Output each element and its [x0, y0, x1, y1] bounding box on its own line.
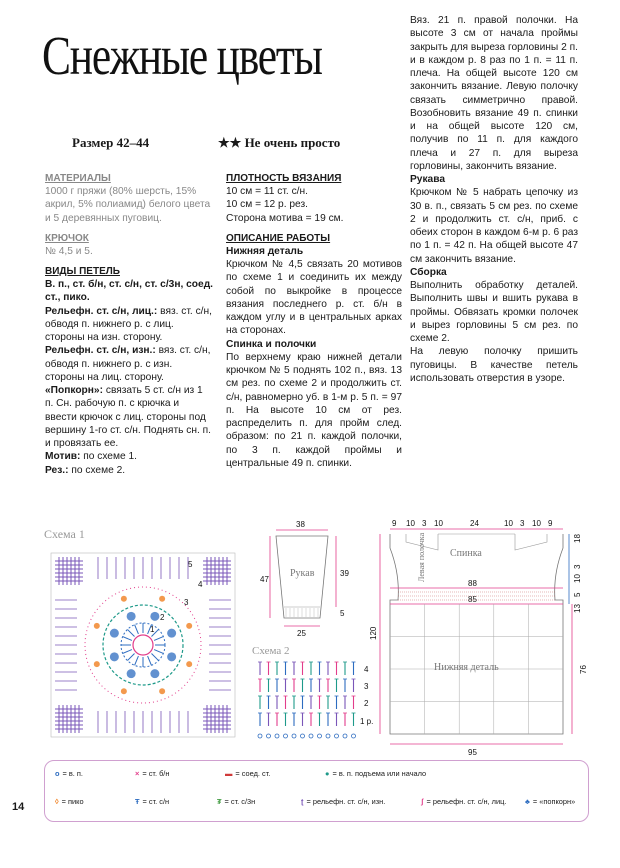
- motif-spoke: [127, 629, 134, 636]
- chain-stitch: [301, 734, 305, 738]
- top-dimension: 10: [504, 519, 513, 528]
- svg-text:25: 25: [297, 629, 306, 638]
- work-heading: ОПИСАНИЕ РАБОТЫ: [226, 232, 331, 244]
- picot-mark: [186, 623, 192, 629]
- lower-text: Крючком № 4,5 связать 20 мотивов по схеме 1 и соединить их между собой по выкройке в процессе вязания последнего р. ст. б/н в каждом углу и в центральных арках на сторонах.: [226, 259, 402, 337]
- right-dimension: 13: [573, 604, 582, 613]
- stitch-item: Рез.: по схеме 2.: [45, 464, 126, 476]
- picot-mark: [186, 661, 192, 667]
- top-dimension: 3: [422, 519, 427, 528]
- final-text: На левую полочку пришить пуговицы. В качестве петель использовать отверстия в узоре.: [410, 346, 578, 384]
- fronts-text: Вяз. 21 п. правой полочки. На высоте 3 см от начала проймы закрыть для выреза горловины 2 п. и в каждом р. 8 раз по 1 п. = 11 п. плеча. На общей высоте 120 см закончить вязание. Левую полочку связать симметрично правой. Возобновить вязание 49 п. спинки и на общей высоте 120 см, получив по 11 п. для каждого плеча и 27 п. для выреза горловины, закончить вязание.: [410, 15, 578, 172]
- scheme2-row-numbers: [360, 665, 373, 726]
- column-right: [410, 14, 578, 385]
- svg-text:39: 39: [340, 569, 349, 578]
- top-dimension: 9: [548, 519, 553, 528]
- popcorn-mark: [167, 629, 176, 638]
- svg-text:Нижняя деталь: Нижняя деталь: [434, 662, 499, 673]
- size-label: Размер 42–44: [72, 135, 150, 150]
- top-dimension: 24: [470, 519, 479, 528]
- legend-item: ◊ = пико: [55, 797, 84, 806]
- chain-stitch: [292, 734, 296, 738]
- motif-spoke: [154, 650, 163, 654]
- column-middle: [226, 172, 402, 470]
- picot-mark: [121, 596, 127, 602]
- svg-text:Рукав: Рукав: [290, 568, 315, 579]
- chain-stitch: [335, 734, 339, 738]
- right-dimension: 18: [573, 534, 582, 543]
- popcorn-mark: [127, 612, 136, 621]
- motif-spoke: [135, 656, 139, 665]
- svg-text:120: 120: [369, 626, 378, 640]
- motif-spoke: [123, 637, 132, 641]
- chain-stitch: [258, 734, 262, 738]
- stitches-heading: ВИДЫ ПЕТЕЛЬ: [45, 266, 120, 277]
- picot-mark: [159, 688, 165, 694]
- density-line: 10 см = 12 р. рез.: [226, 199, 308, 211]
- diagrams-area: [38, 512, 588, 762]
- legend-item: ● = в. п. подъема или начало: [325, 769, 427, 778]
- scheme2-pattern: [258, 662, 356, 738]
- materials-heading: МАТЕРИАЛЫ: [45, 173, 111, 184]
- right-dimension: 3: [573, 564, 582, 569]
- motif-spoke: [127, 653, 134, 660]
- legend: [44, 760, 589, 822]
- picot-mark: [159, 596, 165, 602]
- motif-spoke: [148, 656, 152, 665]
- svg-text:1: 1: [150, 625, 155, 634]
- svg-text:1 р.: 1 р.: [360, 717, 374, 726]
- legend-item: Ŧ = ст. с/н: [135, 797, 170, 806]
- svg-text:2: 2: [364, 699, 369, 708]
- picot-mark: [94, 661, 100, 667]
- difficulty-stars: ★★: [218, 135, 242, 150]
- picot-mark: [121, 688, 127, 694]
- top-dimension: 3: [520, 519, 525, 528]
- svg-text:47: 47: [260, 575, 269, 584]
- scheme1-motif: [51, 553, 235, 737]
- popcorn-mark: [127, 669, 136, 678]
- scheme1-label: Схема 1: [44, 527, 85, 541]
- assembly-text: Выполнить обработку деталей. Выполнить швы и вшить рукава в проймы. Обвязать кромки полочек и вырез горловины 5 см рез. по схеме 2.: [410, 280, 578, 344]
- svg-text:2: 2: [160, 613, 165, 622]
- svg-text:5: 5: [188, 560, 193, 569]
- chain-stitch: [352, 734, 356, 738]
- svg-text:4: 4: [198, 580, 203, 589]
- chain-stitch: [326, 734, 330, 738]
- stitch-item: Рельефн. ст. с/н, изн.: вяз. ст. с/н, обводя п. нижнего р. с изн. стороны на лиц. сторону.: [45, 345, 211, 383]
- motif-spoke: [154, 637, 163, 641]
- chain-stitch: [318, 734, 322, 738]
- stitch-item: Рельефн. ст. с/н, лиц.: вяз. ст. с/н, обводя п. нижнего р. с лиц. стороны на изн. сторону.: [45, 305, 212, 343]
- sleeves-text: Крючком № 5 набрать цепочку из 30 в. п., связать 5 см рез. по схеме 2 и продолжить ст. с/н, приб. с обеих сторон в каждом 6-м р. 6 раз по 1 п. = 42 п. На общей высоте 47 см закончить вязание.: [410, 187, 578, 265]
- chain-stitch: [284, 734, 288, 738]
- svg-text:3: 3: [364, 682, 369, 691]
- legend-item: ʃ = рельефн. ст. с/н, лиц.: [421, 797, 507, 806]
- lower-heading: Нижняя деталь: [226, 245, 304, 257]
- chain-stitch: [309, 734, 313, 738]
- sleeves-heading: Рукава: [410, 174, 446, 185]
- stitch-item: Мотив: по схеме 1.: [45, 451, 137, 463]
- svg-text:3: 3: [184, 598, 189, 607]
- scheme2-label: Схема 2: [252, 645, 290, 657]
- svg-text:76: 76: [579, 665, 588, 674]
- svg-text:88: 88: [468, 579, 477, 588]
- back-text: По верхнему краю нижней детали крючком № 5 поднять 102 п., вяз. 13 см рез. по схеме 2 и продолжить ст. с/н, равномерно уб. в 1-м р. 5 п. = 97 п. На высоте 10 см от рез. распределить п. для пройм след. образом: по 21 п. каждой полочки, по 3 п. каждой проймы и центральные 49 п. спинки.: [226, 351, 402, 469]
- difficulty-label: Не очень просто: [244, 135, 341, 150]
- popcorn-mark: [150, 669, 159, 678]
- page-title: Снежные цветы: [42, 25, 322, 86]
- motif-spoke: [151, 653, 158, 660]
- popcorn-mark: [150, 612, 159, 621]
- sleeve-pattern: [260, 520, 349, 638]
- stitch-item: «Попкорн»: связать 5 ст. с/н из 1 п. Сн. рабочую п. с крючка и ввести крючок с лиц. стороны под вершину 1-го ст. с/н. Поднять сн. п. и провязать ее.: [45, 385, 211, 449]
- page-number: 14: [12, 801, 25, 813]
- popcorn-mark: [167, 652, 176, 661]
- legend-item: ₮ = ст. с/3н: [217, 797, 256, 806]
- assembly-heading: Сборка: [410, 266, 447, 278]
- chain-stitch: [343, 734, 347, 738]
- legend-item: × = ст. б/н: [135, 769, 170, 778]
- density-line: 10 см = 11 ст. с/н.: [226, 186, 308, 197]
- stitch-item: В. п., ст. б/н, ст. с/н, ст. с/3н, соед. ст., пико.: [45, 279, 213, 304]
- svg-text:Спинка: Спинка: [450, 548, 482, 559]
- legend-item: ʈ = рельефн. ст. с/н, изн.: [301, 797, 386, 806]
- hook-text: № 4,5 и 5.: [45, 245, 93, 257]
- right-dimension: 10: [573, 574, 582, 583]
- body-pattern: [369, 519, 588, 757]
- difficulty: [218, 135, 340, 152]
- legend-item: о = в. п.: [55, 769, 83, 778]
- materials-text: 1000 г пряжи (80% шерсть, 15% акрил, 5% полиамид) белого цвета и 5 деревянных пуговиц.: [45, 186, 211, 224]
- top-dimension: 10: [434, 519, 443, 528]
- svg-text:5: 5: [340, 609, 345, 618]
- top-dimension: 9: [392, 519, 397, 528]
- motif-spoke: [135, 625, 139, 634]
- density-heading: ПЛОТНОСТЬ ВЯЗАНИЯ: [226, 173, 342, 184]
- popcorn-mark: [110, 629, 119, 638]
- hook-heading: КРЮЧОК: [45, 232, 89, 244]
- right-dimension: 5: [573, 592, 582, 597]
- svg-text:Левая полочка: Левая полочка: [417, 532, 426, 582]
- popcorn-mark: [110, 652, 119, 661]
- chain-stitch: [275, 734, 279, 738]
- chain-stitch: [267, 734, 271, 738]
- top-dimension: 10: [532, 519, 541, 528]
- picot-mark: [94, 623, 100, 629]
- legend-item: ♣ = «попкорн»: [525, 797, 576, 806]
- svg-text:95: 95: [468, 748, 477, 757]
- svg-text:85: 85: [468, 595, 477, 604]
- density-line: Сторона мотива = 19 см.: [226, 212, 344, 224]
- motif-spoke: [123, 650, 132, 654]
- back-heading: Спинка и полочки: [226, 338, 317, 350]
- svg-text:38: 38: [296, 520, 305, 529]
- column-left: [45, 172, 213, 477]
- svg-text:4: 4: [364, 665, 369, 674]
- legend-item: ▬ = соед. ст.: [225, 769, 271, 778]
- top-dimension: 10: [406, 519, 415, 528]
